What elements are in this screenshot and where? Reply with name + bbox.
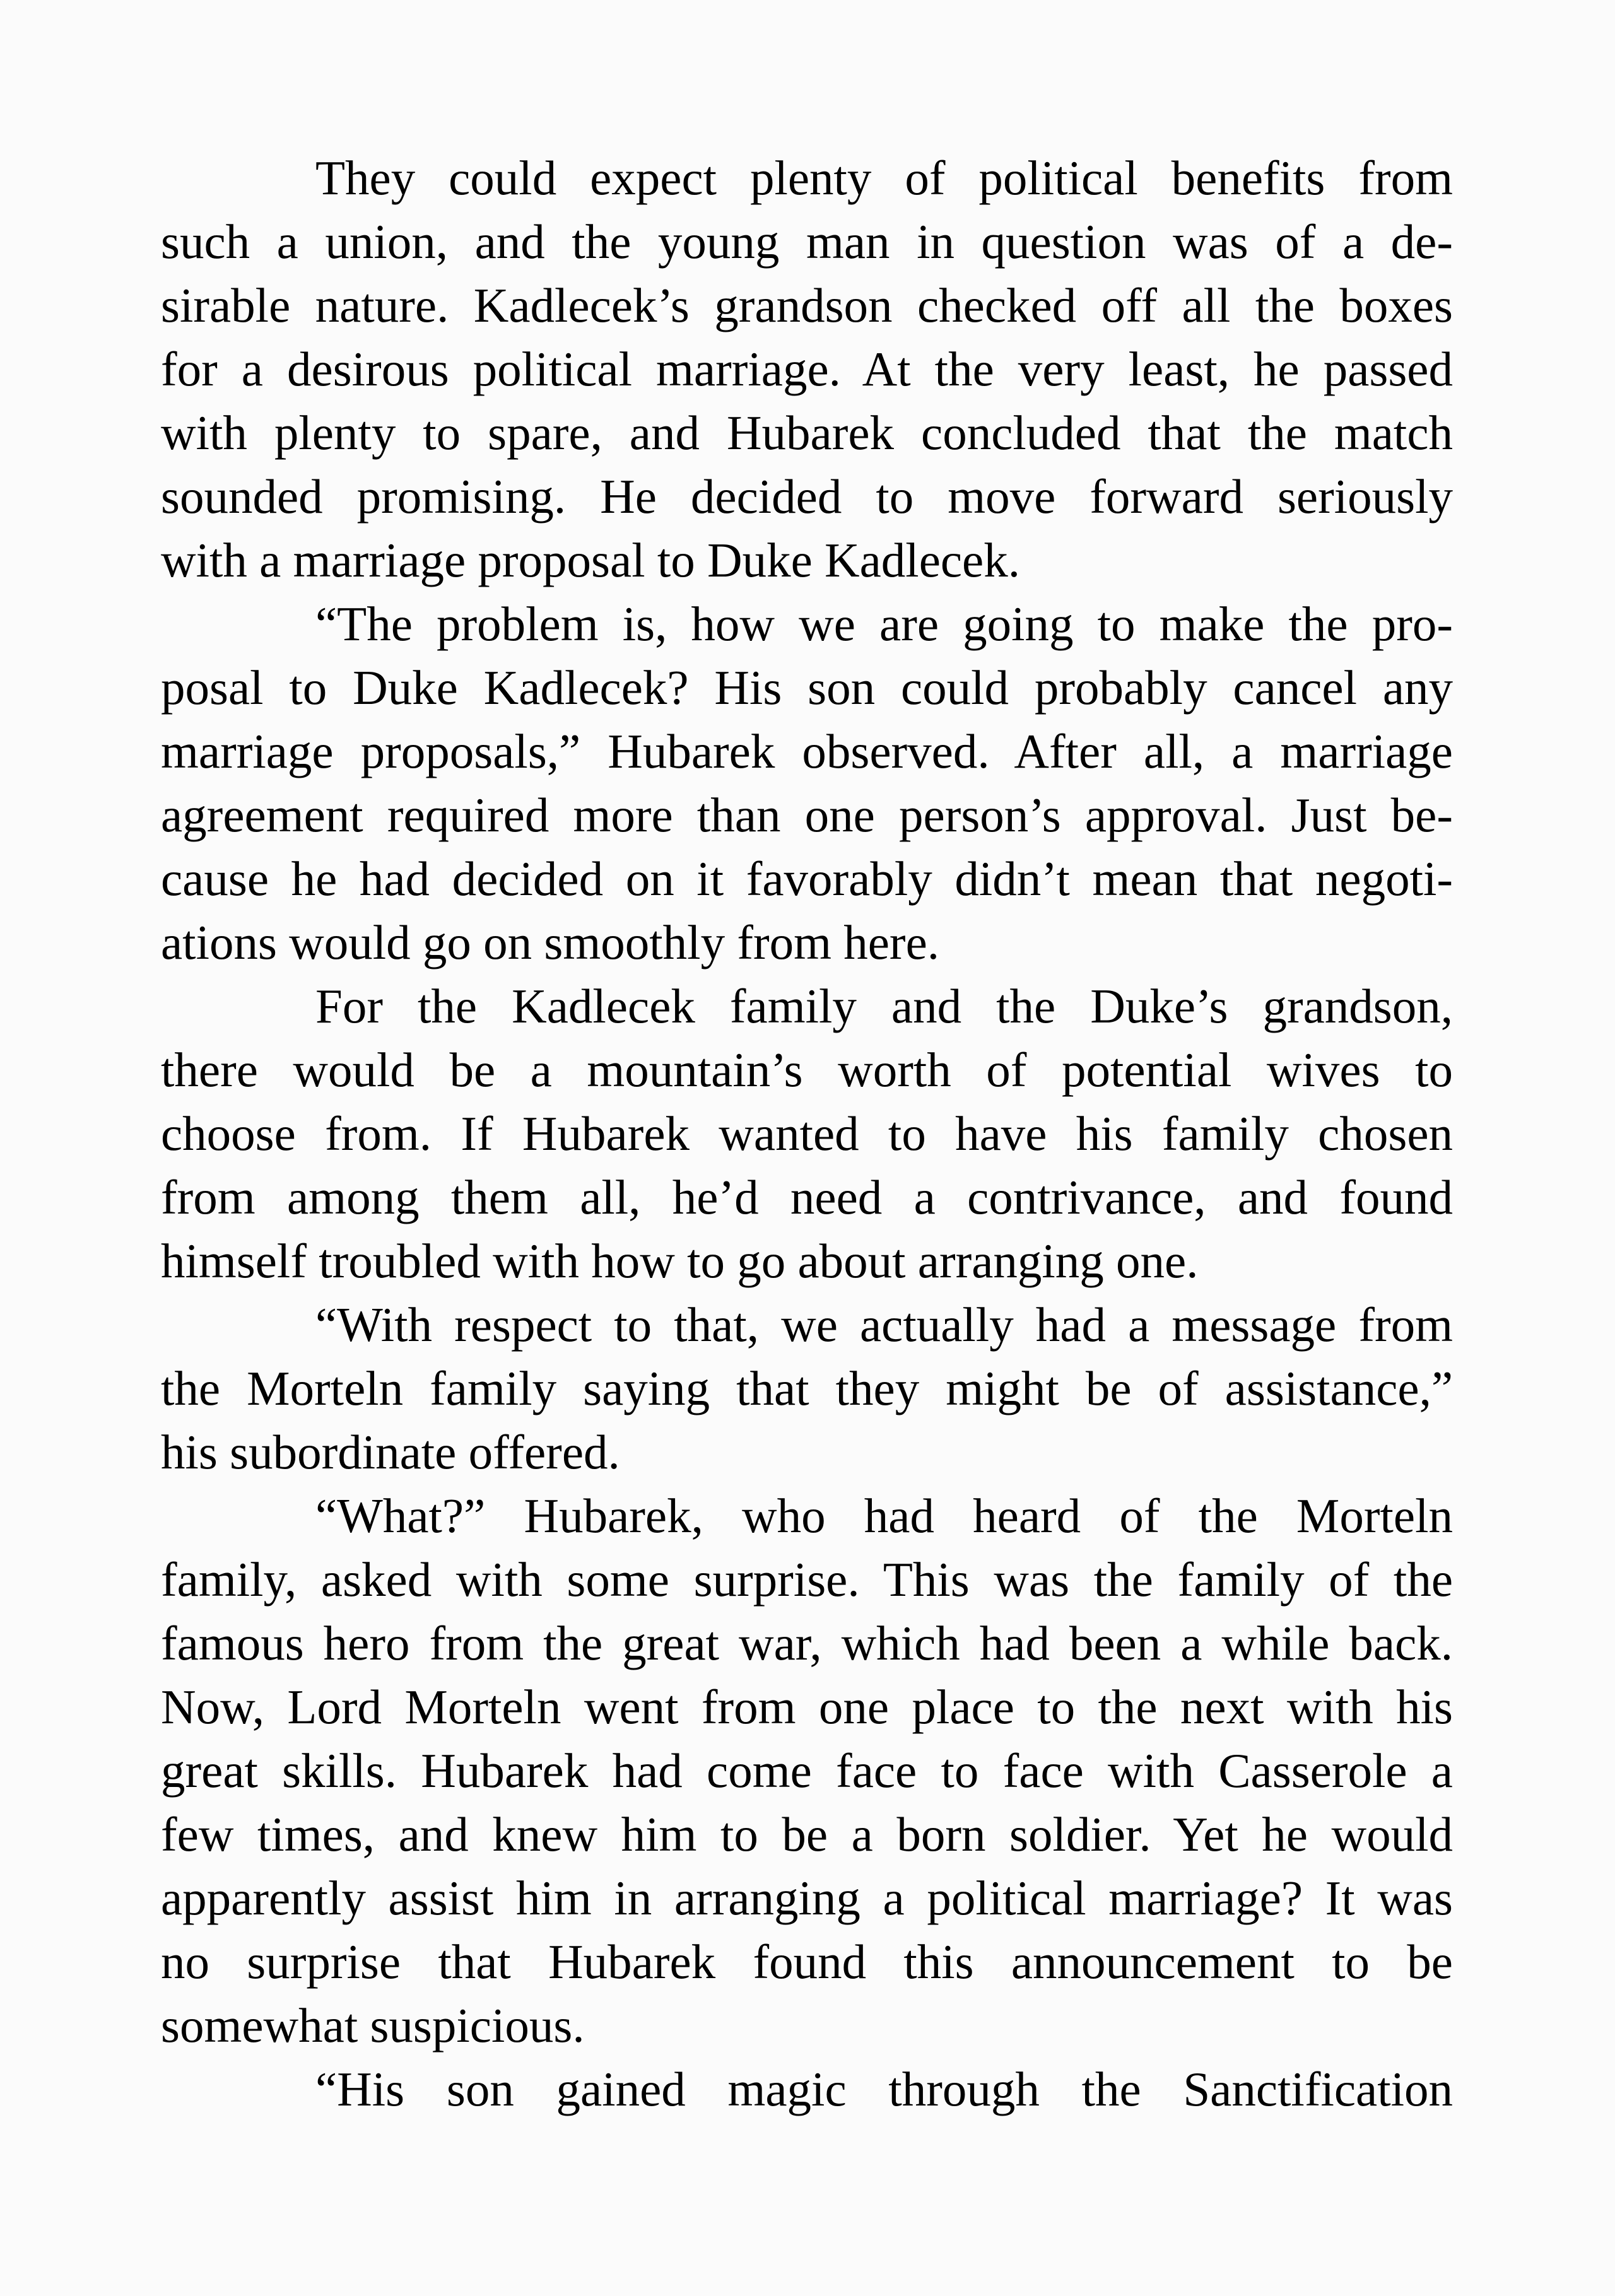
text-line: there would be a mountain’s worth of potential wives to bbox=[161, 1043, 1453, 1097]
text-line: somewhat suspicious. bbox=[161, 1998, 585, 2053]
text-line: “With respect to that, we actually had a message from bbox=[315, 1297, 1453, 1352]
text-line: sirable nature. Kadlecek’s grandson checked off all the boxes bbox=[161, 278, 1453, 332]
text-line: such a union, and the young man in question was of a de- bbox=[161, 214, 1453, 269]
text-line: choose from. If Hubarek wanted to have his family chosen bbox=[161, 1106, 1453, 1161]
text-line: famous hero from the great war, which had been a while back. bbox=[161, 1616, 1453, 1670]
text-line: great skills. Hubarek had come face to face with Casserole a bbox=[161, 1743, 1453, 1798]
text-line: For the Kadlecek family and the Duke’s grandson, bbox=[315, 979, 1453, 1033]
text-line: posal to Duke Kadlecek? His son could probably cancel any bbox=[161, 660, 1453, 715]
text-line: marriage proposals,” Hubarek observed. After all, a marriage bbox=[161, 724, 1453, 778]
text-line: agreement required more than one person’s approval. Just be- bbox=[161, 788, 1453, 842]
text-line: few times, and knew him to be a born soldier. Yet he would bbox=[161, 1807, 1453, 1861]
text-line: “His son gained magic through the Sanctification bbox=[315, 2062, 1453, 2116]
text-line: ations would go on smoothly from here. bbox=[161, 915, 939, 969]
text-line: with a marriage proposal to Duke Kadlecek. bbox=[161, 533, 1020, 587]
text-line: the Morteln family saying that they might be of assistance,” bbox=[161, 1361, 1453, 1415]
text-line: with plenty to spare, and Hubarek concluded that the match bbox=[161, 406, 1453, 460]
text-line: cause he had decided on it favorably didn’t mean that negoti- bbox=[161, 852, 1453, 906]
text-line: apparently assist him in arranging a political marriage? It was bbox=[161, 1871, 1453, 1925]
text-line: himself troubled with how to go about arranging one. bbox=[161, 1234, 1199, 1288]
text-line: “The problem is, how we are going to make the pro- bbox=[315, 597, 1453, 651]
text-line: no surprise that Hubarek found this announcement to be bbox=[161, 1935, 1453, 1989]
text-line: family, asked with some surprise. This was the family of the bbox=[161, 1552, 1453, 1607]
text-line: his subordinate offered. bbox=[161, 1425, 620, 1479]
text-line: “What?” Hubarek, who had heard of the Morteln bbox=[315, 1489, 1453, 1543]
text-line: from among them all, he’d need a contrivance, and found bbox=[161, 1170, 1453, 1224]
text-line: Now, Lord Morteln went from one place to the next with his bbox=[161, 1680, 1453, 1734]
text-line: They could expect plenty of political benefits from bbox=[315, 151, 1453, 205]
page-text-block bbox=[161, 146, 1453, 2121]
text-line: for a desirous political marriage. At the very least, he passed bbox=[161, 342, 1453, 396]
text-line: sounded promising. He decided to move forward seriously bbox=[161, 469, 1453, 524]
